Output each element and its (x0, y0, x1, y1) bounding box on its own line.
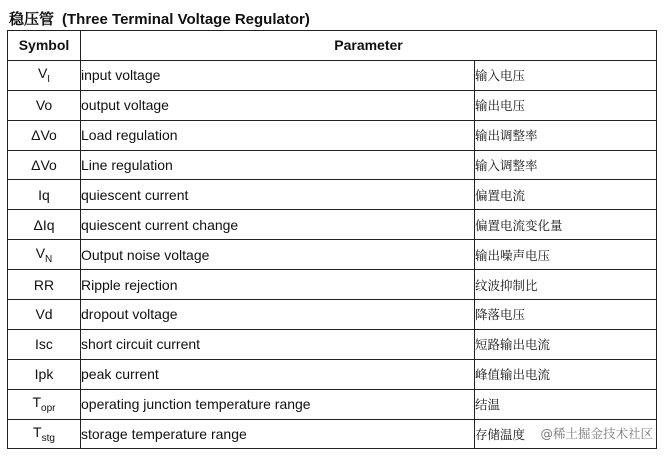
parameter-chinese: 存储温度 (475, 419, 657, 449)
parameter-chinese: 降落电压 (475, 300, 657, 330)
symbol-text: T (32, 394, 42, 411)
header-parameter: Parameter (81, 31, 657, 61)
parameter-chinese: 结温 (475, 389, 657, 419)
table-row (8, 270, 657, 300)
parameter-description: peak current (81, 359, 475, 389)
symbol-cell (8, 300, 81, 330)
parameter-description: short circuit current (81, 329, 475, 359)
table-row (8, 150, 657, 180)
parameter-chinese: 输入电压 (475, 60, 657, 90)
table-row (8, 359, 657, 389)
symbol-text: Iq (38, 186, 50, 203)
table-row (8, 389, 657, 419)
watermark: @稀土掘金技术社区 (540, 426, 653, 441)
table-row (8, 210, 657, 240)
table-row (8, 90, 657, 120)
parameter-description: dropout voltage (81, 300, 475, 330)
table-row (8, 120, 657, 150)
symbol-subscript: N (45, 253, 53, 265)
parameter-description: storage temperature range (81, 419, 475, 449)
parameter-chinese: 输出噪声电压 (475, 240, 657, 270)
symbol-subscript: stg (41, 432, 55, 444)
parameter-description: quiescent current (81, 180, 475, 210)
symbol-cell (8, 60, 81, 90)
table-body (8, 60, 657, 449)
table-row (8, 60, 657, 90)
parameter-chinese: 短路输出电流 (475, 329, 657, 359)
parameter-description: Output noise voltage (81, 240, 475, 270)
symbol-subscript: opr (41, 403, 56, 415)
header-symbol: Symbol (8, 31, 81, 61)
table-row (8, 300, 657, 330)
title-chinese: 稳压管 (9, 10, 55, 28)
symbol-cell (8, 150, 81, 180)
parameter-chinese: 纹波抑制比 (475, 270, 657, 300)
symbol-text: ΔIq (33, 216, 55, 233)
symbol-cell (8, 90, 81, 120)
symbol-text: ΔVo (31, 127, 57, 144)
title-english: (Three Terminal Voltage Regulator) (62, 11, 310, 28)
parameter-description: operating junction temperature range (81, 389, 475, 419)
parameter-description: input voltage (81, 60, 475, 90)
symbol-cell (8, 359, 81, 389)
table-row (8, 329, 657, 359)
table-row (8, 240, 657, 270)
symbol-text: V (35, 244, 46, 261)
parameter-description: Line regulation (81, 150, 475, 180)
page-title (9, 8, 310, 29)
symbol-cell (8, 120, 81, 150)
parameter-description: Ripple rejection (81, 270, 475, 300)
symbol-cell (8, 180, 81, 210)
symbol-cell (8, 389, 81, 419)
symbol-cell (8, 240, 81, 270)
parameter-chinese: 偏置电流 (475, 180, 657, 210)
parameter-description: output voltage (81, 90, 475, 120)
symbol-cell (8, 419, 81, 449)
symbol-text: Isc (35, 336, 53, 353)
table-row (8, 180, 657, 210)
parameter-chinese: 输出电压 (475, 90, 657, 120)
symbol-cell (8, 270, 81, 300)
symbol-text: RR (33, 276, 55, 293)
symbol-text: V (37, 65, 48, 82)
parameter-description: Load regulation (81, 120, 475, 150)
parameter-description: quiescent current change (81, 210, 475, 240)
symbol-text: Ipk (34, 366, 54, 383)
parameter-chinese: 偏置电流变化量 (475, 210, 657, 240)
symbol-text: Vo (35, 97, 53, 114)
symbol-text: Vd (35, 306, 53, 323)
symbol-text: T (33, 424, 42, 441)
symbol-cell (8, 329, 81, 359)
header-row (8, 31, 657, 61)
symbol-subscript: I (47, 74, 51, 86)
symbol-cell (8, 210, 81, 240)
parameter-chinese: 输出调整率 (475, 120, 657, 150)
parameter-chinese: 峰值输出电流 (475, 359, 657, 389)
parameter-chinese: 输入调整率 (475, 150, 657, 180)
parameter-table (7, 30, 657, 449)
symbol-text: ΔVo (31, 157, 57, 173)
